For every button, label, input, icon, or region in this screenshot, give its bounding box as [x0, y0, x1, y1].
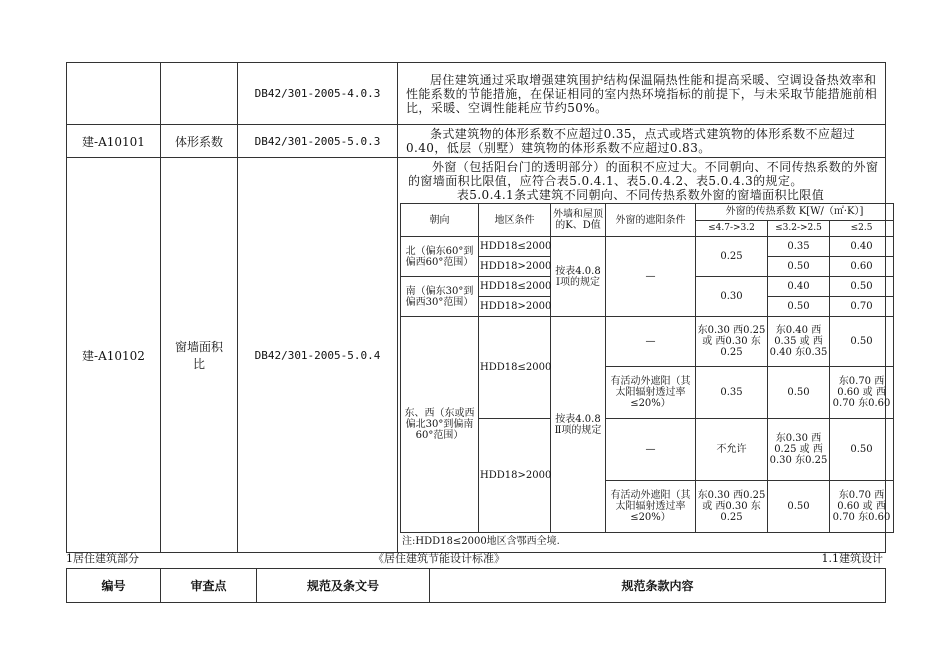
orientation-east-west: 东、西（东或西偏北30°到偏南60°范围）: [401, 317, 479, 533]
value-cell: 0.25: [696, 237, 768, 277]
shading-cell: —: [606, 317, 696, 367]
value-cell: 0.70: [830, 297, 894, 317]
orientation-south: 南（偏东30°到偏西30°范围）: [401, 277, 479, 317]
row-content: [398, 63, 886, 125]
row-point: [161, 63, 238, 125]
value-cell: 东0.70 西0.60 或 西0.70 东0.60: [830, 481, 894, 533]
table-caption: 表5.0.4.1条式建筑不同朝向、不同传热系数外窗的窗墙面积比限值: [456, 188, 825, 202]
value-cell: 0.35: [696, 367, 768, 419]
table-note: 注:HDD18≤2000地区含鄂西全境.: [402, 536, 560, 547]
page-footer: [66, 552, 885, 566]
row-content: [398, 158, 891, 553]
region-cell: HDD18>2000: [479, 419, 551, 533]
footer-chapter: 1.1建筑设计: [821, 552, 883, 565]
row-id: [67, 63, 161, 125]
header-id: 编号: [67, 569, 161, 603]
shading-cell: 有活动外遮阳（其太阳辐射透过率≤20%）: [606, 367, 696, 419]
window-wall-ratio-table: [400, 203, 894, 533]
table-row: [67, 125, 886, 158]
value-cell: 东0.40 西0.35 或 西0.40 东0.35: [768, 317, 830, 367]
value-cell: 东0.70 西0.60 或 西0.70 东0.60: [830, 367, 894, 419]
row-id: 建-A10102: [67, 158, 161, 553]
value-cell: 0.50: [830, 317, 894, 367]
row-point: 体形系数: [161, 125, 238, 158]
table-row: [67, 63, 886, 125]
value-cell: 不允许: [696, 419, 768, 481]
header-k3: ≤2.5: [830, 220, 894, 237]
column-header-table: [66, 568, 886, 603]
header-clause: 规范及条文号: [257, 569, 430, 603]
value-cell: 0.50: [768, 297, 830, 317]
header-region: 地区条件: [479, 204, 551, 237]
header-shading: 外窗的遮阳条件: [606, 204, 696, 237]
value-cell: 0.40: [830, 237, 894, 257]
row-point: 窗墙面积比: [161, 158, 238, 553]
region-cell: HDD18≤2000: [479, 237, 551, 257]
header-orientation: 朝向: [401, 204, 479, 237]
header-k2: ≤3.2->2.5: [768, 220, 830, 237]
orientation-north: 北（偏东60°到偏西60°范围）: [401, 237, 479, 277]
table-row: [67, 158, 886, 553]
value-cell: 0.50: [768, 257, 830, 277]
value-cell: 东0.30 西0.25 或 西0.30 东0.25: [696, 481, 768, 533]
row-clause: DB42/301-2005-5.0.3: [238, 125, 398, 158]
header-k1: ≤4.7->3.2: [696, 220, 768, 237]
header-k: 外窗的传热系数 K[W/（㎡·K）]: [696, 204, 894, 221]
kd-cell: 按表4.0.8 Ⅱ项的规定: [551, 317, 606, 533]
value-cell: 东0.30 西0.25 或 西0.30 东0.25: [696, 317, 768, 367]
review-table: [66, 62, 891, 553]
row-id: 建-A10101: [67, 125, 161, 158]
kd-cell: 按表4.0.8 Ⅰ项的规定: [551, 237, 606, 317]
value-cell: 0.50: [830, 419, 894, 481]
shading-cell: —: [606, 419, 696, 481]
value-cell: 0.60: [830, 257, 894, 277]
row-content: [398, 125, 886, 158]
clause-text: 外窗（包括阳台门的透明部分）的面积不应过大。不同朝向、不同传热系数的外窗的窗墙面积比限值，应符合表5.0.4.1、表5.0.4.2、表5.0.4.3的规定。: [408, 160, 879, 188]
header-kd: 外墙和屋顶的K、D值: [551, 204, 606, 237]
value-cell: 0.40: [768, 277, 830, 297]
region-cell: HDD18>2000: [479, 297, 551, 317]
row-clause: DB42/301-2005-5.0.4: [238, 158, 398, 553]
clause-text: 条式建筑物的体形系数不应超过0.35，点式或塔式建筑物的体形系数不应超过0.40，低层（别墅）建筑物的体形系数不应超过0.83。: [406, 127, 856, 155]
value-cell: 0.50: [768, 481, 830, 533]
value-cell: 0.35: [768, 237, 830, 257]
region-cell: HDD18≤2000: [479, 277, 551, 297]
region-cell: HDD18≤2000: [479, 317, 551, 419]
row-clause: DB42/301-2005-4.0.3: [238, 63, 398, 125]
value-cell: 东0.30 西0.25 或 西0.30 东0.25: [768, 419, 830, 481]
header-content: 规范条款内容: [430, 569, 886, 603]
footer-standard: 《居住建筑节能设计标准》: [373, 552, 505, 565]
footer-section: 1居住建筑部分: [66, 552, 139, 565]
value-cell: 0.50: [768, 367, 830, 419]
shading-cell: 有活动外遮阳（其太阳辐射透过率≤20%）: [606, 481, 696, 533]
value-cell: 0.50: [830, 277, 894, 297]
shading-cell: —: [606, 237, 696, 317]
clause-text: 居住建筑通过采取增强建筑围护结构保温隔热性能和提高采暖、空调设备热效率和性能系数的节能措施，在保证相同的室内热环境指标的前提下，与未采取节能措施前相比，采暖、空调性能耗应节约50%。: [406, 72, 878, 115]
header-point: 审查点: [161, 569, 257, 603]
header-row: [67, 569, 886, 603]
value-cell: 0.30: [696, 277, 768, 317]
region-cell: HDD18>2000: [479, 257, 551, 277]
